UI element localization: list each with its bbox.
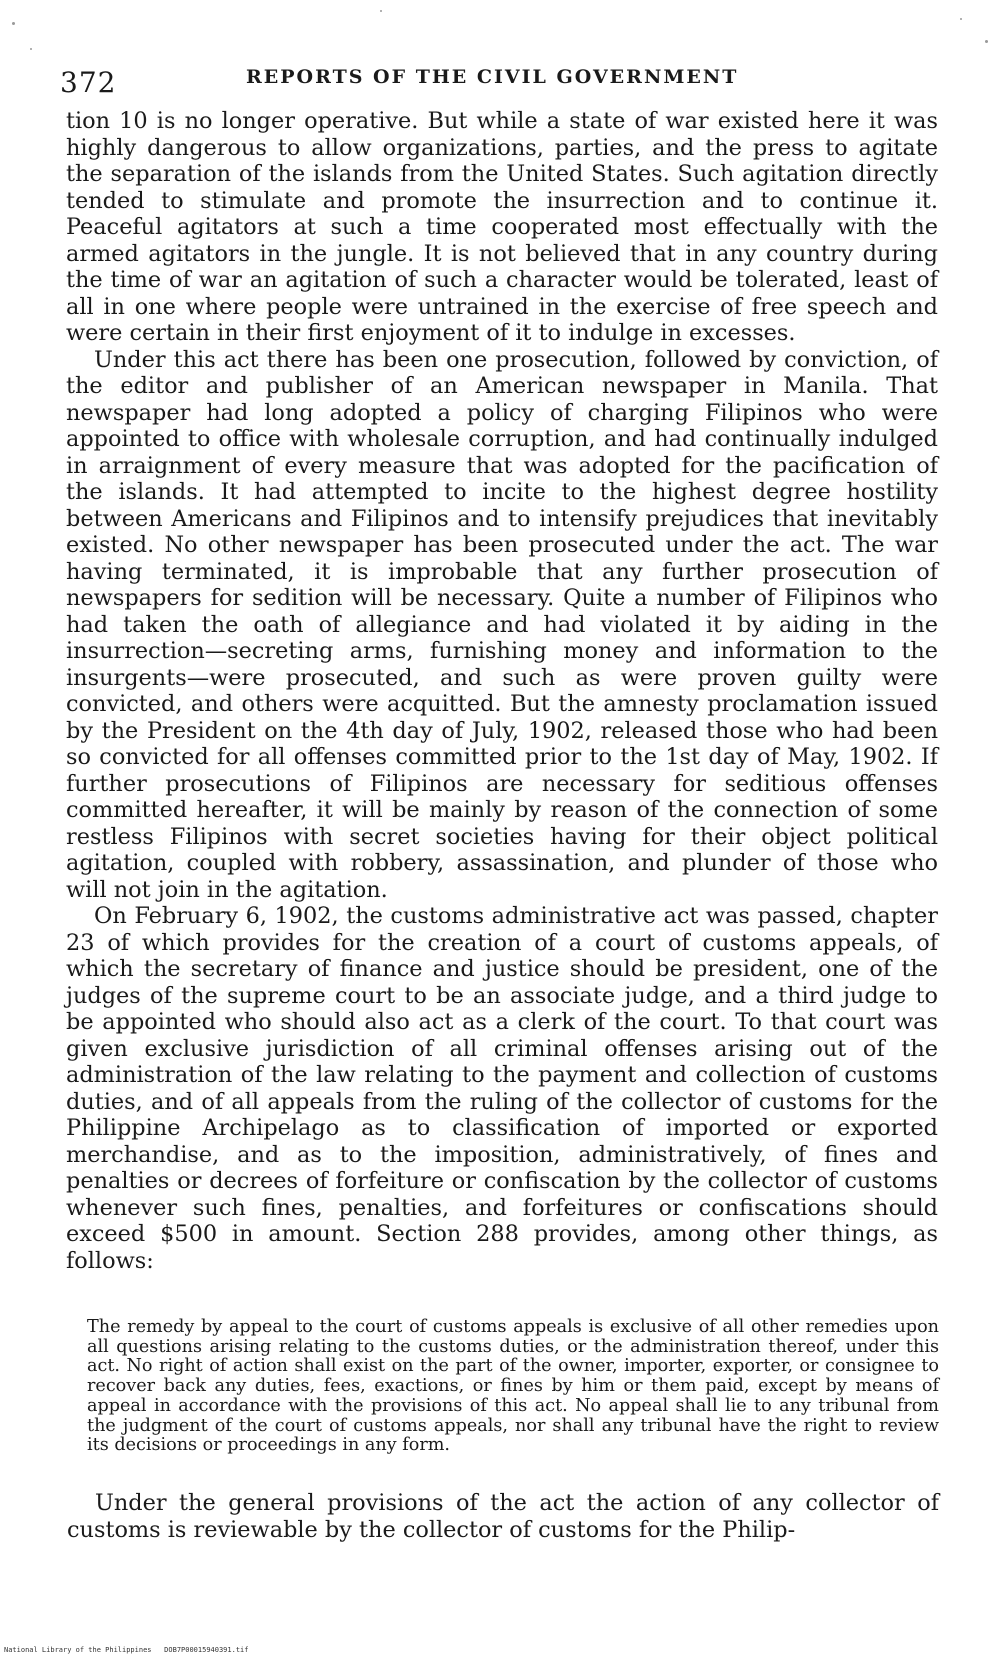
paragraph-2: Under this act there has been one prosecution, followed by conviction, of the editor and publisher of an American newspaper in Manila. That newspaper had long adopted a policy of charging Filipinos who were appointed to office with wholesale corruption, and had continually indulged in arraignment of every measure that was adopted for the pacification of the islands. It had attempted to incite to the highest degree hostility between Americans and Filipinos and to intensify prejudices that inevitably existed. No other newspaper has been prosecuted under the act. The war having terminated, it is improbable that any further prosecution of newspapers for sedition will be necessary. Quite a number of Filipinos who had taken the oath of allegiance and had violated it by aiding in the insurrection—secreting arms, furnishing money and information to the insurgents—were prosecuted, and such as were proven guilty were convicted, and others were acquitted. But the amnesty proclamation issued by the President on the 4th day of July, 1902, released those who had been so convicted for all offenses committed prior to the 1st day of May, 1902. If further prosecutions of Filipinos are necessary for seditious offenses committed hereafter, it will be mainly by reason of the connection of some restless Filipinos with secret societies having for their object political agitation, coupled with robbery, assassination, and plunder of those who will not join in the agitation. — [66, 346, 938, 903]
block-quote-text: The remedy by appeal to the court of customs appeals is exclusive of all other remedies upon all questions arising relating to the customs duties, or the administration thereof, under this act. No right of action shall exist on the part of the owner, importer, exporter, or consignee to recover back any duties, fees, exactions, or fines by him or them paid, except by means of appeal in accordance with the provisions of this act. No appeal shall lie to any tribunal from the judgment of the court of customs appeals, nor shall any tribunal have the right to review its decisions or proceedings in any form. — [87, 1317, 939, 1456]
footer-library: National Library of the Philippines — [4, 1646, 152, 1654]
scan-footer — [4, 1646, 248, 1654]
paragraph-1: tion 10 is no longer operative. But while a state of war existed here it was highly dangerous to allow organizations, parties, and the press to agitate the separation of the islands from the United States. Such agitation directly tended to stimulate and promote the insurrection and to continue it. Peaceful agitators at such a time cooperated most effectually with the armed agitators in the jungle. It is not believed that in any country during the time of war an agitation of such a character would be tolerated, least of all in one where people were untrained in the exercise of free speech and were certain in their first enjoyment of it to indulge in excesses. — [66, 108, 938, 346]
scan-speck — [985, 40, 988, 43]
block-quote — [87, 1318, 939, 1456]
running-head: REPORTS OF THE CIVIL GOVERNMENT — [246, 66, 739, 88]
scan-speck — [12, 22, 15, 25]
scan-speck — [960, 18, 962, 20]
body-text — [66, 108, 938, 1274]
closing-text — [67, 1490, 939, 1543]
scan-speck — [30, 48, 32, 50]
page-header — [60, 60, 940, 100]
closing-paragraph: Under the general provisions of the act the action of any collector of customs is reviewable by the collector of customs for the Philip- — [67, 1490, 939, 1543]
page-number: 372 — [60, 66, 117, 99]
scan-speck — [380, 10, 382, 12]
footer-file-id: DOB7P00015940391.tif — [164, 1646, 249, 1654]
paragraph-3: On February 6, 1902, the customs administrative act was passed, chapter 23 of which provides for the creation of a court of customs appeals, of which the secretary of finance and justice should be president, one of the judges of the supreme court to be an associate judge, and a third judge to be appointed who should also act as a clerk of the court. To that court was given exclusive jurisdiction of all criminal offenses arising out of the administration of the law relating to the payment and collection of customs duties, and of all appeals from the ruling of the collector of customs for the Philippine Archipelago as to classification of imported or exported merchandise, and as to the imposition, administratively, of fines and penalties or decrees of forfeiture or confiscation by the collector of customs whenever such fines, penalties, and forfeitures or confiscations should exceed $500 in amount. Section 288 provides, among other things, as follows: — [66, 903, 938, 1274]
